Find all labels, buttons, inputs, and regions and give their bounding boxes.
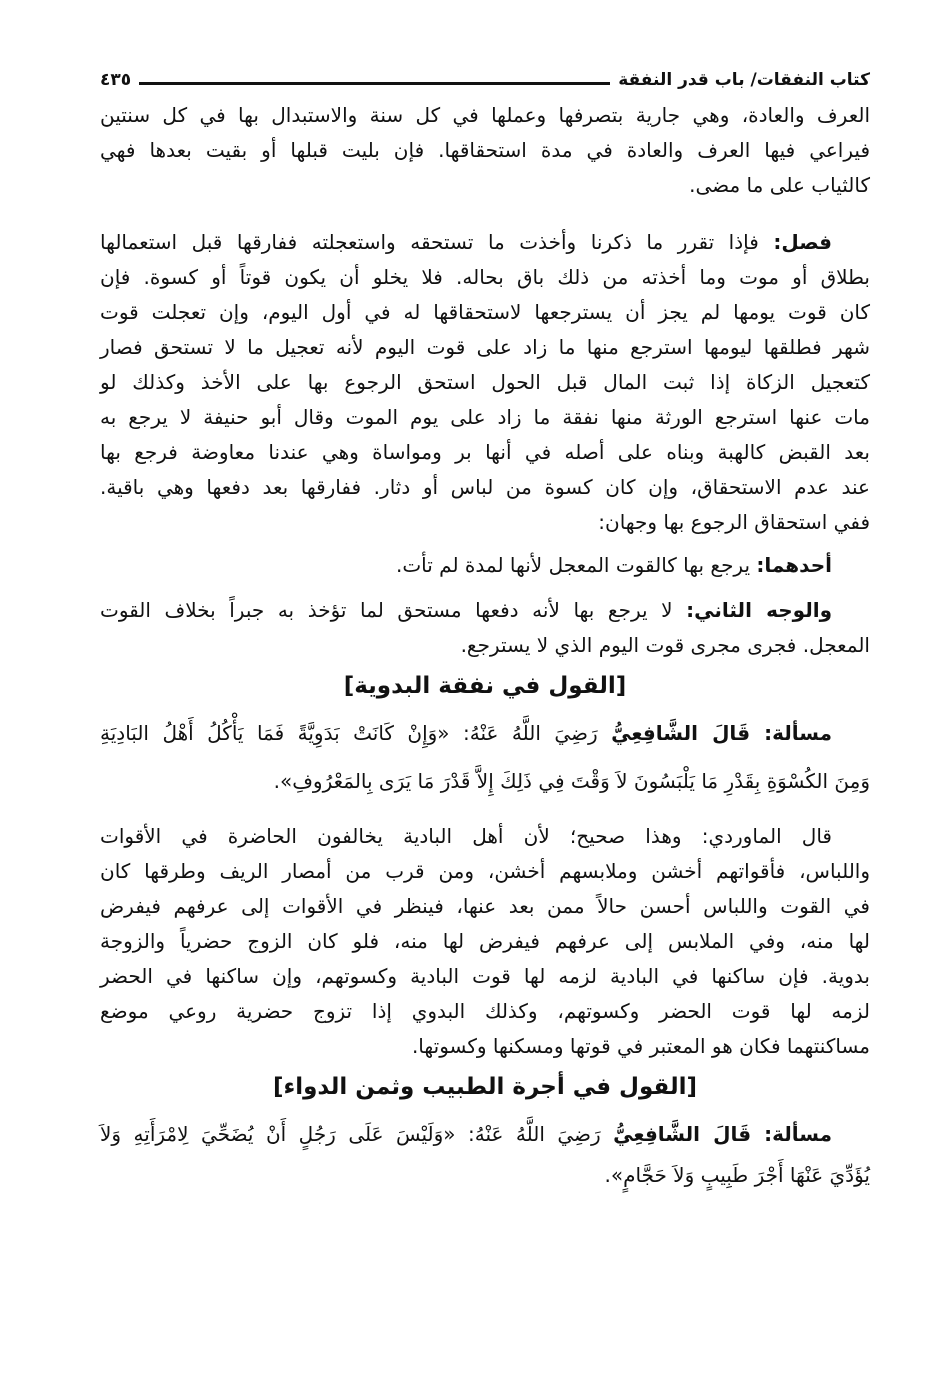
text-line: مات عنها استرجع الورثة منها نفقة ما زاد على يوم الموت وقال أبو حنيفة لا يرجع به (100, 405, 870, 429)
text-line: العرف والعادة، وهي جارية بتصرفها وعملها في كل سنة والاستبدال بها في كل سنتين (100, 103, 870, 127)
text-line (100, 593, 870, 628)
masala-label: مسألة: قَالَ الشَّافِعِيُّ (611, 721, 832, 745)
section-heading: [القول في نفقة البدوية] (343, 673, 627, 699)
text-line: لها منه، وفي الملابس إلى عرفهم فيفرض لها منه، فلو كان الزوج حضرياً والزوجة (100, 929, 870, 953)
text-line: عند عدم الاستحقاق، وإن كان كسوة من لباس أو دثار. ففارقها بعد دفعها وهي باقية. (100, 475, 870, 499)
paragraph-fasl (100, 225, 870, 540)
paragraph-mawardi (100, 819, 870, 1064)
second-opinion-label: والوجه الثاني: (686, 598, 832, 622)
text-line: لزمه لها قوت الحضر وكسوتهم، وكذلك البدوي إذا تزوج حضرية روعي موضع (100, 999, 870, 1023)
text-line (100, 1110, 870, 1158)
line-text: رَضِيَ اللَّهُ عَنْهُ: «وَلَيْسَ عَلَى رَجُلٍ أَنْ يُضَحِّيَ لِامْرَأَتِهِ وَلاَ (100, 1122, 601, 1146)
text-line: بعد القبض كالهبة وبناه على أصله في أنها بر ومواساة وهي عندنا معاوضة فرجع بها (100, 440, 870, 464)
text-line: فيراعي فيها العرف والعادة في مدة استحقاقها. فإن بليت قبلها أو بقيت بعدها فهي (100, 138, 870, 162)
page-number: ٤٣٥ (100, 70, 132, 90)
text-line: كان قوت يومها لم يجز أن يسترجعها لاستحقاقها له في أول اليوم، وإن تعجلت قوت (100, 300, 870, 324)
text-line (100, 225, 870, 260)
second-opinion (100, 593, 870, 663)
line-text: لا يرجع بها لأنه دفعها مستحق لما تؤخذ به جبراً بخلاف القوت (100, 598, 673, 622)
text-line: مساكنتهما فكان هو المعتبر في قوتها ومسكنها وكسوتها. (411, 1034, 870, 1058)
text-line: قال الماوردي: وهذا صحيح؛ لأن أهل البادية يخالفون الحاضرة في الأقوات (100, 824, 832, 848)
header-rule (139, 82, 610, 85)
text-line: كتعجيل الزكاة إذا ثبت المال قبل الحول استحق الرجوع بها على الأخذ وكذلك لو (100, 370, 870, 394)
line-text: فإذا تقرر ما ذكرنا وأخذت ما تستحقه واستعجلته ففارقها قبل استعمالها (100, 230, 759, 254)
text-line: في القوت واللباس أحسن حالاً ممن بعد عنها، فينظر في الأقوات إلى عرفهم فيفرض (100, 894, 870, 918)
masala-2 (100, 1110, 870, 1193)
book-page (100, 62, 870, 1193)
paragraph-1 (100, 98, 870, 203)
text-line: المعجل. فجرى مجرى قوت اليوم الذي لا يسترجع. (460, 633, 870, 657)
text-line (100, 709, 870, 757)
text-line: بدوية. فإن ساكنها في البادية لزمه لها قوت البادية وكسوتهم، وإن ساكنها في الحضر (100, 964, 870, 988)
fasl-label: فصل: (773, 230, 833, 254)
line-text: يرجع بها كالقوت المعجل لأنها لمدة لم تأت. (395, 553, 751, 577)
text-line: يُؤَدِّيَ عَنْهَا أَجْرَ طَبِيبٍ وَلاَ حَجَّامٍ». (604, 1163, 870, 1187)
text-line: ففي استحقاق الرجوع بها وجهان: (598, 510, 870, 534)
text-line: وَمِنَ الكُسْوَةِ بِقَدْرِ مَا يَلْبَسُونَ لاَ وَقْتَ فِي ذَلِكَ إِلاَّ قَدْرَ مَا يَرَى بِالمَعْرُوفِ». (273, 769, 870, 793)
section-heading: [القول في أجرة الطبيب وثمن الدواء] (272, 1074, 698, 1100)
text-line: بطلاق أو موت وما أخذته من ذلك باق بحاله. فلا يخلو أن يكون قوتاً أو كسوة. فإن (100, 265, 870, 289)
first-opinion-label: أحدهما: (756, 553, 832, 577)
running-header (100, 62, 870, 98)
text-line: واللباس، فأقواتهم أخشن وملابسهم أخشن، ومن قرب من أمصار الريف وطرقها كان (100, 859, 870, 883)
masala-label: مسألة: قَالَ الشَّافِعِيُّ (613, 1122, 833, 1146)
line-text: رَضِيَ اللَّهُ عَنْهُ: «وَإِنْ كَانَتْ بَدَوِيَّةً فَمَا يَأْكُلُ أَهْلُ البَادِيَةِ (100, 721, 598, 745)
text-line: شهر فطلقها ليومها استرجع منها ما زاد على قوت اليوم لأنه تعجيل ما لا تستحق فصار (100, 335, 870, 359)
first-opinion (100, 548, 870, 583)
text-line: كالثياب على ما مضى. (689, 173, 870, 197)
masala-1 (100, 709, 870, 805)
header-title: كتاب النفقات/ باب قدر النفقة (618, 70, 870, 90)
